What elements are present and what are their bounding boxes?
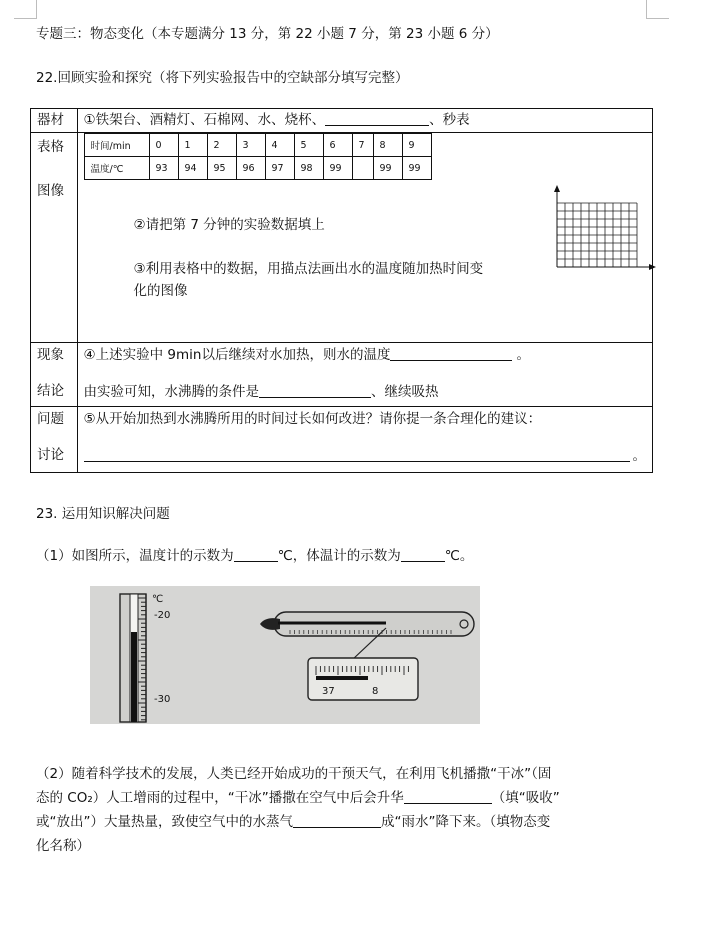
discussion-cell: [77, 407, 653, 473]
task-plot-line2: 化的图像: [133, 283, 188, 299]
equipment-text: ①铁架台、酒精灯、石棉网、水、烧杯、: [83, 112, 326, 128]
time-cell: 0: [149, 134, 178, 157]
thermo-tick-label: -20: [154, 610, 171, 621]
discussion-label-1: 问题: [37, 411, 64, 427]
phase-change-blank[interactable]: [293, 813, 381, 828]
q23-part2-line3: [36, 810, 550, 830]
conclusion-blank[interactable]: [259, 383, 371, 398]
discussion-label-2: 讨论: [37, 447, 64, 463]
thermo-tick-label: -30: [154, 694, 171, 705]
q23-part2-line3-b: 成“雨水”降下来。（填物态变: [381, 814, 551, 830]
temperature-cell: 99: [402, 157, 431, 180]
task-fill-7min: ②请把第 7 分钟的实验数据填上: [133, 217, 325, 233]
inset-label-8: 8: [372, 686, 379, 697]
temperature-cell: 97: [265, 157, 294, 180]
phenomenon-blank[interactable]: [390, 346, 512, 361]
time-cell: 3: [236, 134, 265, 157]
q23-part1-b: ℃，体温计的示数为: [277, 548, 401, 564]
temperature-cell: 99: [373, 157, 402, 180]
q23-part1-c: ℃。: [444, 548, 474, 564]
temperature-data-table: [84, 133, 432, 180]
page-corner-mark-left: [14, 0, 37, 19]
q23-title: 23. 运用知识解决问题: [36, 506, 170, 522]
inset-label-37: 37: [322, 686, 335, 697]
time-cell: 5: [294, 134, 323, 157]
q23-part2-line2: [36, 786, 560, 806]
page-corner-mark-right: [646, 0, 669, 19]
y-axis-arrow-icon: [554, 185, 560, 192]
conclusion-end: 、继续吸热: [371, 384, 439, 400]
phenomenon-conclusion-label-cell: [31, 343, 78, 407]
phenomenon-text: ④上述实验中 9min以后继续对水加热，则水的温度: [83, 347, 391, 363]
conclusion-label: 结论: [37, 383, 64, 399]
time-cell: 8: [373, 134, 402, 157]
q23-part2-line2-b: （填“吸收”: [491, 790, 560, 806]
table-graph-cell: [77, 133, 653, 343]
q23-part1: [36, 544, 473, 564]
lab-thermometer-liquid: [131, 632, 137, 722]
time-cell: 1: [178, 134, 207, 157]
time-header: 时间/min: [84, 134, 149, 157]
q23-part2-line3-a: 或“放出”）大量热量，致使空气中的水蒸气: [36, 814, 293, 830]
equipment-blank[interactable]: [325, 111, 429, 126]
phenomenon-label: 现象: [37, 347, 64, 363]
clinical-thermometer-bulb: [260, 618, 280, 630]
temperature-cell: 94: [178, 157, 207, 180]
temperature-row: [84, 157, 431, 180]
temperature-cell: 95: [207, 157, 236, 180]
experiment-report-table: [30, 108, 653, 473]
graph-label: 图像: [37, 183, 64, 199]
temperature-cell: 99: [323, 157, 352, 180]
task-plot-line1: ③利用表格中的数据，用描点法画出水的温度随加热时间变: [133, 261, 484, 277]
blank-graph-grid[interactable]: [548, 183, 660, 275]
q23-part1-a: （1）如图所示，温度计的示数为: [36, 548, 234, 564]
sublimation-heat-blank[interactable]: [404, 789, 492, 804]
q23-part2-line2-a: 态的 CO₂）人工增雨的过程中，“干冰”播撒在空气中后会升华: [36, 790, 404, 806]
time-cell: 2: [207, 134, 236, 157]
q23-part2-line1: （2）随着科学技术的发展，人类已经开始成功的干预天气，在利用飞机播撒“干冰”（固: [36, 766, 552, 782]
discussion-blank[interactable]: [84, 447, 630, 462]
temperature-cell: 98: [294, 157, 323, 180]
table-graph-label-cell: [31, 133, 78, 343]
discussion-text: ⑤从开始加热到水沸腾所用的时间过长如何改进？请你提一条合理化的建议：: [83, 411, 542, 427]
time-cell: 7: [352, 134, 373, 157]
temperature-cell: 93: [149, 157, 178, 180]
equipment-label-cell: [31, 109, 78, 133]
clinical-thermometer-reading-blank[interactable]: [401, 547, 445, 562]
q23-part2-line4: 化名称）: [36, 838, 90, 854]
phenomenon-conclusion-cell: [77, 343, 653, 407]
conclusion-text: 由实验可知，水沸腾的条件是: [83, 384, 259, 400]
temperature-cell: 96: [236, 157, 265, 180]
table-label: 表格: [37, 139, 64, 155]
temperature-blank-cell[interactable]: [352, 157, 373, 180]
thermometer-reading-blank[interactable]: [234, 547, 278, 562]
time-cell: 6: [323, 134, 352, 157]
time-row: [84, 134, 431, 157]
equipment-end: 、秒表: [429, 112, 470, 128]
q22-title: 22.回顾实验和探究（将下列实验报告中的空缺部分填写完整）: [36, 70, 409, 86]
discussion-label-cell: [31, 407, 78, 473]
thermometer-figure: [90, 586, 480, 724]
time-cell: 9: [402, 134, 431, 157]
x-axis-arrow-icon: [649, 264, 656, 270]
equipment-label: 器材: [37, 112, 64, 128]
equipment-cell: [77, 109, 653, 133]
time-cell: 4: [265, 134, 294, 157]
discussion-end: 。: [632, 448, 646, 464]
section-header: 专题三：物态变化（本专题满分 13 分，第 22 小题 7 分，第 23 小题 6 分）: [36, 26, 499, 42]
thermo-unit-label: ℃: [152, 594, 164, 605]
temperature-header: 温度/℃: [84, 157, 149, 180]
phenomenon-end: 。: [516, 347, 530, 363]
